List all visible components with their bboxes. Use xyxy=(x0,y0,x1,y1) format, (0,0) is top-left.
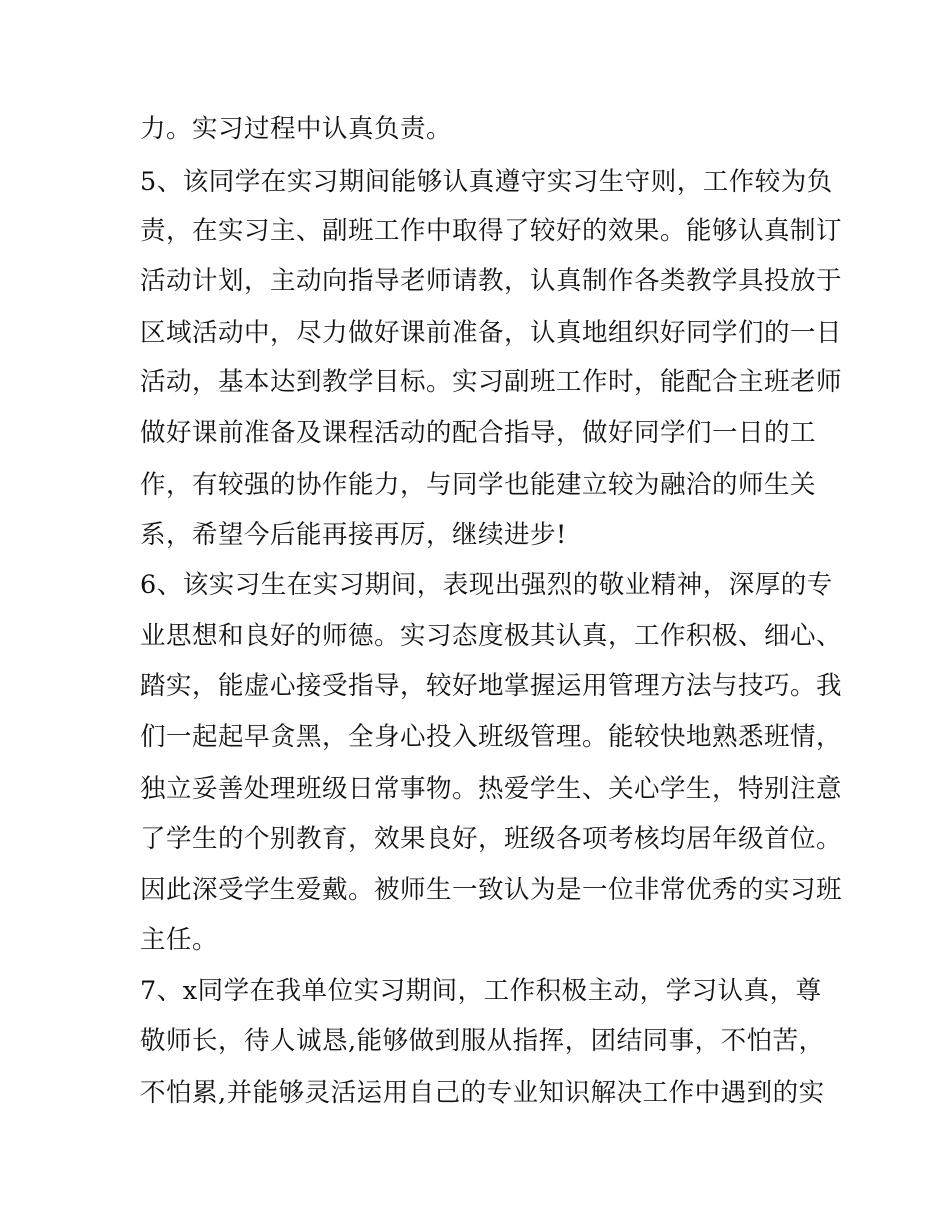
text-line: 力。实习过程中认真负责。 xyxy=(140,114,453,144)
text-line: 独立妥善处理班级日常事物。热爱学生、关心学生，特别注意 xyxy=(140,774,843,804)
text-line: 主任。 xyxy=(140,925,219,955)
text-line: 业思想和良好的师德。实习态度极其认真，工作积极、细心、 xyxy=(140,621,843,651)
text-line: 活动，基本达到教学目标。实习副班工作时，能配合主班老师 xyxy=(140,367,843,397)
text-line: 责，在实习主、副班工作中取得了较好的效果。能够认真制订 xyxy=(140,216,843,246)
text-line: 5、该同学在实习期间能够认真遵守实习生守则，工作较为负 xyxy=(140,167,833,197)
text-line: 因此深受学生爱戴。被师生一致认为是一位非常优秀的实习班 xyxy=(140,875,843,905)
text-line: 6、该实习生在实习期间，表现出强烈的敬业精神，深厚的专 xyxy=(140,570,833,600)
text-line: 了学生的个别教育，效果良好，班级各项考核均居年级首位。 xyxy=(140,824,843,854)
text-line: 区域活动中，尽力做好课前准备，认真地组织好同学们的一日 xyxy=(140,318,843,348)
text-line: 7、x同学在我单位实习期间，工作积极主动，学习认真，尊 xyxy=(140,976,822,1006)
text-line: 做好课前准备及课程活动的配合指导，做好同学们一日的工 xyxy=(140,418,817,448)
text-line: 敬师长，待人诚恳,能够做到服从指挥，团结同事，不怕苦， xyxy=(140,1026,825,1056)
text-line: 不怕累,并能够灵活运用自己的专业知识解决工作中遇到的实 xyxy=(140,1078,825,1108)
text-line: 活动计划，主动向指导老师请教，认真制作各类教学具投放于 xyxy=(140,266,843,296)
text-line: 作，有较强的协作能力，与同学也能建立较为融洽的师生关 xyxy=(140,470,817,500)
text-line: 们一起起早贪黑，全身心投入班级管理。能较快地熟悉班情， xyxy=(140,722,843,752)
text-line: 系，希望今后能再接再厉，继续进步! xyxy=(140,520,567,550)
text-line: 踏实，能虚心接受指导，较好地掌握运用管理方法与技巧。我 xyxy=(140,671,843,701)
